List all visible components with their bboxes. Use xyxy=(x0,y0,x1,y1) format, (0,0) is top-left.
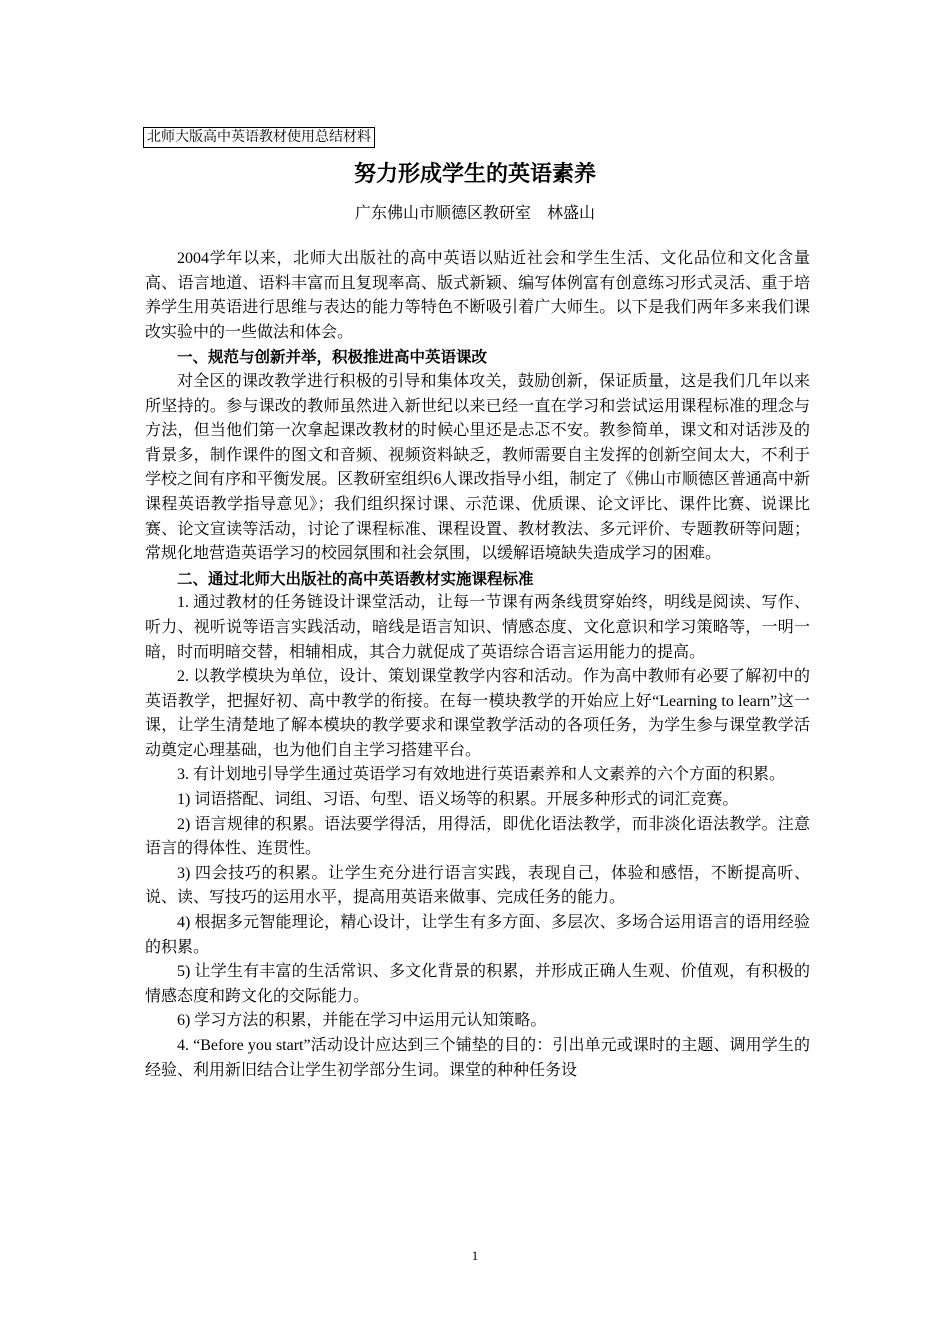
sub-point-4: 4) 根据多元智能理论，精心设计，让学生有多方面、多层次、多场合运用语言的语用经验的积累。 xyxy=(145,914,810,956)
sub-point-6: 6) 学习方法的积累，并能在学习中运用元认知策略。 xyxy=(177,1012,547,1030)
sub-point-2: 2) 语言规律的积累。语法要学得活，用得活，即优化语法教学，而非淡化语法教学。注意语言的得体性、连贯性。 xyxy=(145,815,810,858)
point-2-paragraph: 2. 以教学模块为单位，设计、策划课堂教学内容和活动。作为高中教师有必要了解初中的英语教学，把握好初、高中教学的衔接。在每一模块教学的开始应上好“Learning to learn”这一课，让学生清楚地了解本模块的教学要求和课堂教学活动的各项任务，为学生参与课堂教学活动奠定心理基础，也为他们自主学习搭建平台。 xyxy=(145,668,810,759)
point-1-paragraph: 1. 通过教材的任务链设计课堂活动，让每一节课有两条线贯穿始终，明线是阅读、写作、听力、视听说等语言实践活动，暗线是语言知识、情感态度、文化意识和学习策略等，一明一暗，时而明暗交替，相辅相成，其合力就促成了英语综合语言运用能力的提高。 xyxy=(145,594,810,661)
section-1-paragraph: 对全区的课改教学进行积极的引导和集体攻关，鼓励创新，保证质量，这是我们几年以来所坚持的。参与课改的教师虽然进入新世纪以来已经一直在学习和尝试运用课程标准的理念与方法，但当他们第一次拿起课改教材的时候心里还是忐忑不安。教参简单，课文和对话涉及的背景多，制作课件的图文和音频、视频资料缺乏，教师需要自主发挥的创新空间太大，不利于学校之间有序和平衡发展。区教研室组织6人课改指导小组，制定了《佛山市顺德区普通高中新课程英语教学指导意见》；我们组织探讨课、示范课、优质课、论文评比、课件比赛、说课比赛、论文宣读等活动，讨论了课程标准、课程设置、教材教法、多元评价、专题教研等问题；常规化地营造英语学习的校园氛围和社会氛围，以缓解语境缺失造成学习的困难。 xyxy=(145,372,810,563)
section-heading-2: 二、通过北师大出版社的高中英语教材实施课程标准 xyxy=(177,569,534,588)
sub-point-1: 1) 词语搭配、词组、习语、句型、语义场等的积累。开展多种形式的词汇竞赛。 xyxy=(177,791,739,809)
page-number: 1 xyxy=(471,1248,479,1263)
header-tag: 北师大版高中英语教材使用总结材料 xyxy=(143,127,375,148)
point-4-paragraph: 4. “Before you start”活动设计应达到三个铺垫的目的：引出单元或课时的主题、调用学生的经验、利用新旧结合让学生初学部分生词。课堂的种种任务设 xyxy=(145,1037,810,1079)
point-3-paragraph: 3. 有计划地引导学生通过英语学习有效地进行英语素养和人文素养的六个方面的积累。 xyxy=(177,766,786,784)
sub-point-3: 3) 四会技巧的积累。让学生充分进行语言实践，表现自己，体验和感悟，不断提高听、说、读、写技巧的运用水平，提高用英语来做事、完成任务的能力。 xyxy=(145,864,810,907)
article-body xyxy=(145,247,810,1083)
intro-paragraph: 2004学年以来，北师大出版社的高中英语以贴近社会和学生生活、文化品位和文化含量高、语言地道、语料丰富而且复现率高、版式新颖、编写体例富有创意练习形式灵活、重于培养学生用英语进行思维与表达的能力等特色不断吸引着广大师生。以下是我们两年多来我们课改实验中的一些做法和体会。 xyxy=(145,250,810,341)
section-heading-1: 一、规范与创新并举，积极推进高中英语课改 xyxy=(177,348,488,367)
sub-point-5: 5) 让学生有丰富的生活常识、多文化背景的积累，并形成正确人生观、价值观，有积极的情感态度和跨文化的交际能力。 xyxy=(145,963,810,1005)
author-line: 广东佛山市顺德区教研室 林盛山 xyxy=(354,203,595,222)
page-title: 努力形成学生的英语素养 xyxy=(353,162,596,187)
